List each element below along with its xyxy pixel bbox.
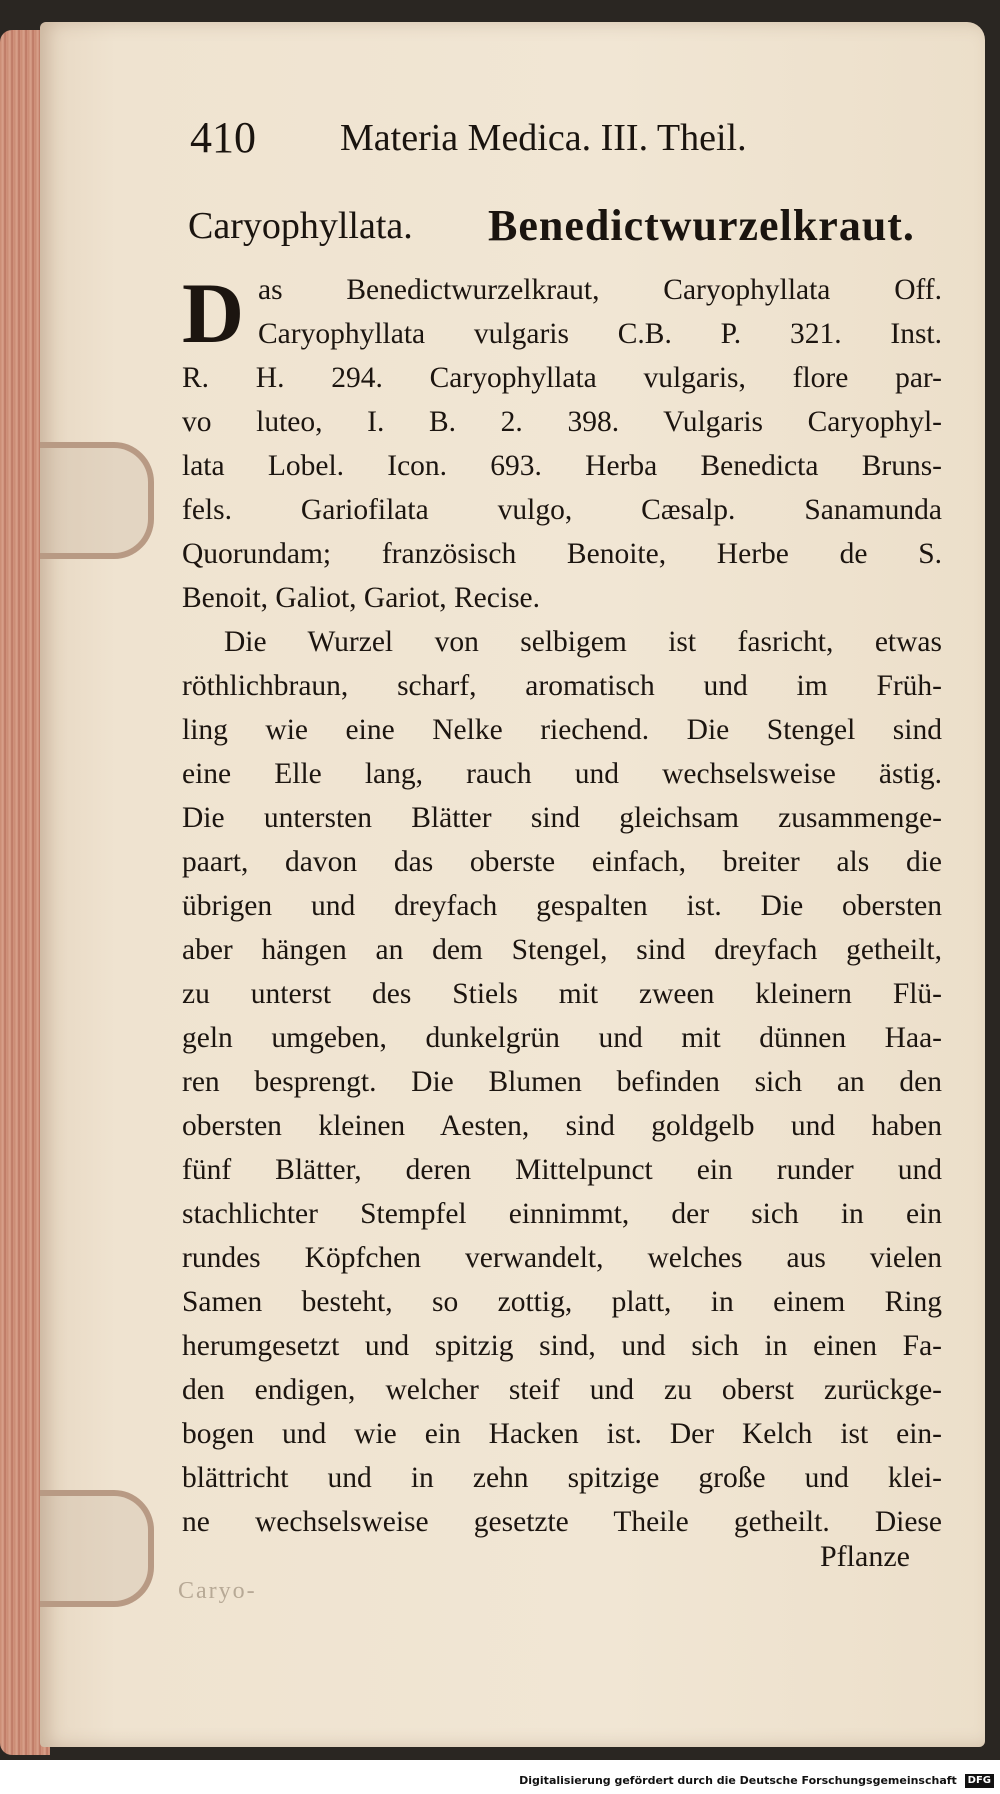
text-line: Caryophyllata vulgaris C.B. P. 321. Inst. [258, 318, 942, 350]
text-line: Quorundam; französisch Benoite, Herbe de S. [182, 538, 942, 570]
text-line: obersten kleinen Aesten, sind goldgelb und haben [182, 1110, 942, 1142]
text-line: röthlichbraun, scharf, aromatisch und im Früh- [182, 670, 942, 702]
digitization-credit [519, 1770, 994, 1792]
page-header [190, 112, 950, 172]
text-line: den endigen, welcher steif und zu oberst zurückge- [182, 1374, 942, 1406]
text-line: as Benedictwurzelkraut, Caryophyllata Off. [258, 274, 942, 306]
text-line: Samen besteht, so zottig, platt, in einem Ring [182, 1286, 942, 1318]
page-clip-bottom [40, 1490, 154, 1607]
text-line: Die untersten Blätter sind gleichsam zusammenge- [182, 802, 942, 834]
text-line: herumgesetzt und spitzig sind, und sich in einen Fa- [182, 1330, 942, 1362]
body-text [182, 265, 942, 1544]
catchword: Pflanze [820, 1540, 910, 1573]
text-line: bogen und wie ein Hacken ist. Der Kelch ist ein- [182, 1418, 942, 1450]
article-title [188, 200, 948, 260]
text-line: zu unterst des Stiels mit zween kleinern Flü- [182, 978, 942, 1010]
dfg-logo: DFG [965, 1774, 994, 1788]
text-line: lata Lobel. Icon. 693. Herba Benedicta Bruns- [182, 450, 942, 482]
text-line: fels. Gariofilata vulgo, Cæsalp. Sanamunda [182, 494, 942, 526]
text-line: eine Elle lang, rauch und wechselsweise ästig. [182, 758, 942, 790]
text-line: ne wechselsweise gesetzte Theile getheilt. Diese [182, 1506, 942, 1538]
page-number: 410 [190, 113, 256, 162]
text-line: geln umgeben, dunkelgrün und mit dünnen Haa- [182, 1022, 942, 1054]
text-line: paart, davon das oberste einfach, breiter als die [182, 846, 942, 878]
text-line: ren besprengt. Die Blumen befinden sich an den [182, 1066, 942, 1098]
text-line: ling wie eine Nelke riechend. Die Stengel sind [182, 714, 942, 746]
text-line: stachlichter Stempfel einnimmt, der sich in ein [182, 1198, 942, 1230]
text-line: rundes Köpfchen verwandelt, welches aus vielen [182, 1242, 942, 1274]
page-clip-top [40, 442, 154, 559]
text-line: aber hängen an dem Stengel, sind dreyfach getheilt, [182, 934, 942, 966]
text-line: blättricht und in zehn spitzige große und klei- [182, 1462, 942, 1494]
text-line: Benoit, Galiot, Gariot, Recise. [182, 582, 541, 614]
running-head: Materia Medica. III. Theil. [340, 117, 747, 159]
text-line: R. H. 294. Caryophyllata vulgaris, flore par- [182, 362, 942, 394]
text-line: vo luteo, I. B. 2. 398. Vulgaris Caryophyl- [182, 406, 942, 438]
text-line: fünf Blätter, deren Mittelpunct ein runder und [182, 1154, 942, 1186]
drop-cap: D [182, 265, 245, 361]
text-line: übrigen und dreyfach gespalten ist. Die obersten [182, 890, 942, 922]
bleed-through-text: Caryo- [178, 1578, 257, 1604]
title-german: Benedictwurzelkraut. [488, 201, 915, 250]
credit-text: Digitalisierung gefördert durch die Deutsche Forschungsgemeinschaft [519, 1774, 957, 1787]
text-line: Die Wurzel von selbigem ist fasricht, etwas [224, 626, 942, 658]
title-latin: Caryophyllata. [188, 205, 413, 247]
